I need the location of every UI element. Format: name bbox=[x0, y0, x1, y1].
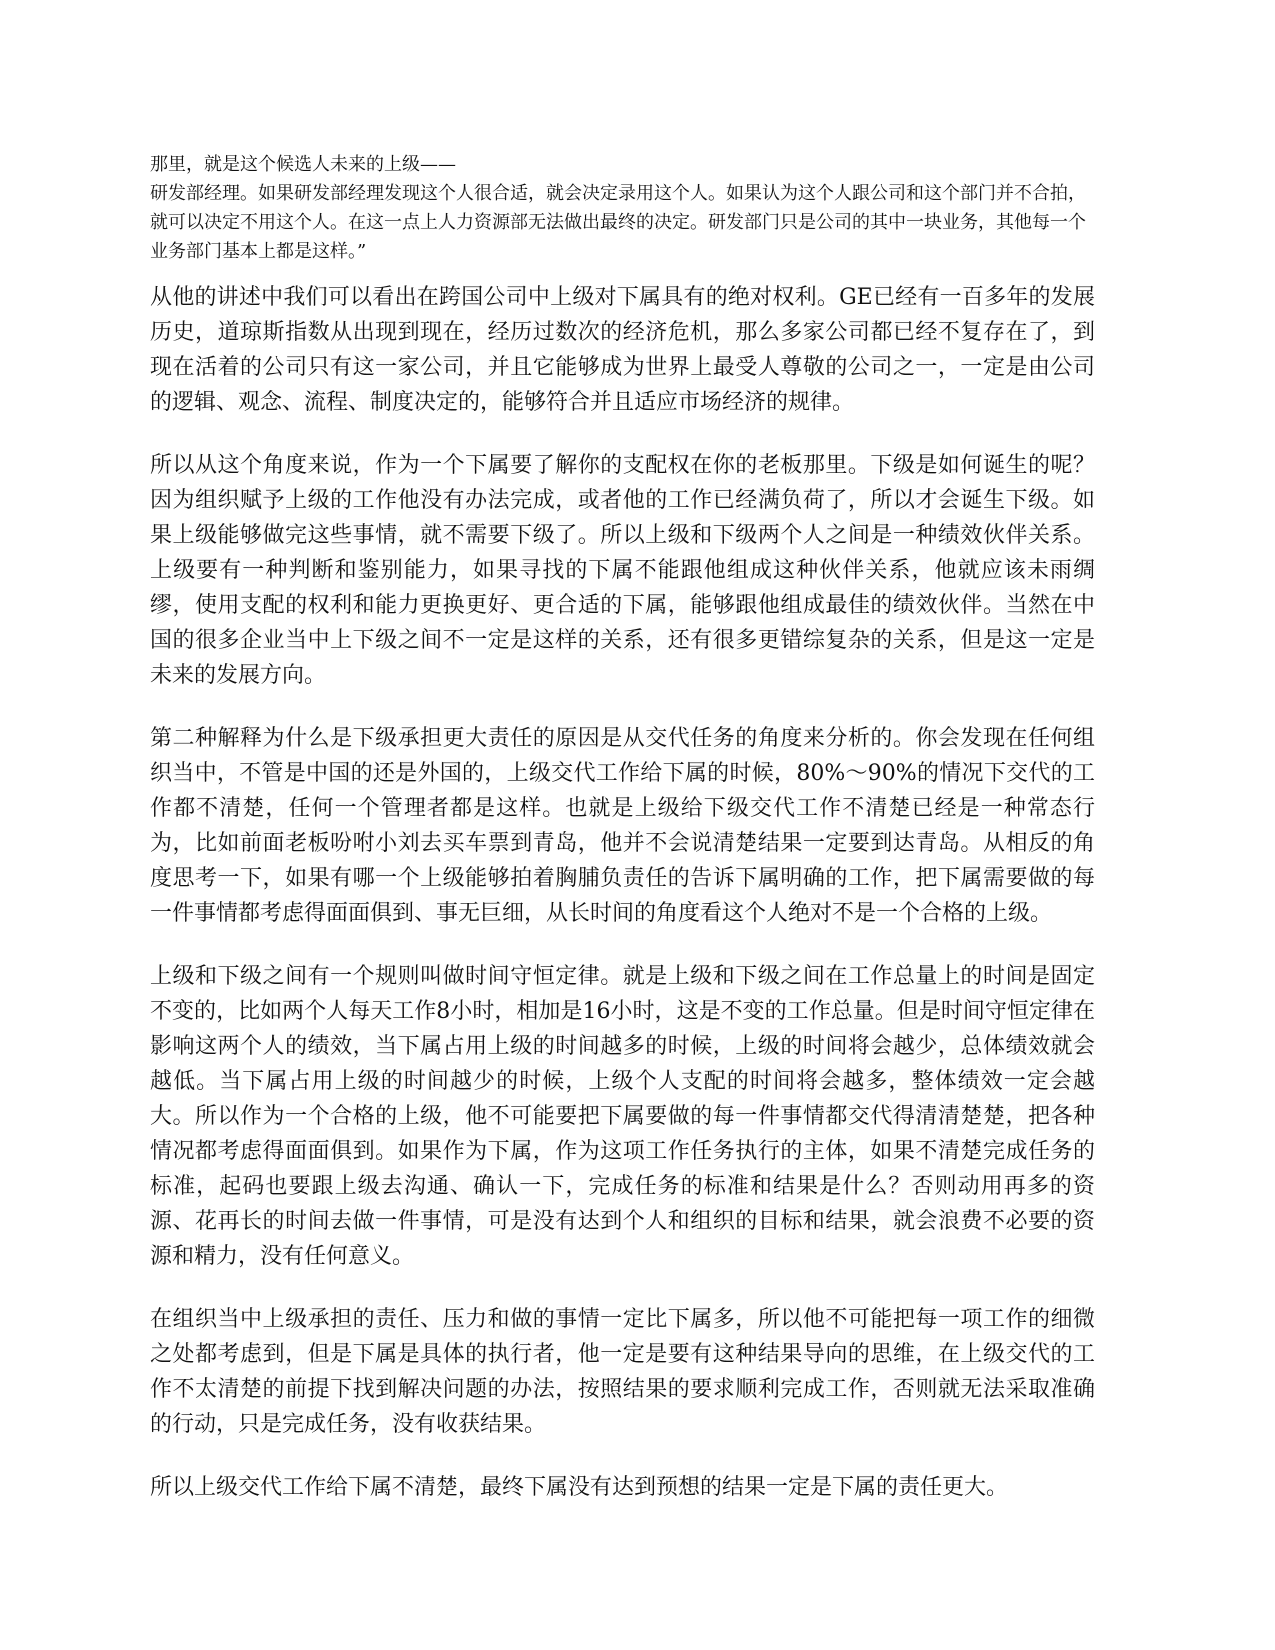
document-page bbox=[150, 150, 1095, 1533]
body-paragraph: 第二种解释为什么是下级承担更大责任的原因是从交代任务的角度来分析的。你会发现在任何组织当中，不管是中国的还是外国的，上级交代工作给下属的时候，80%～90%的情况下交代的工作都不清楚，任何一个管理者都是这样。也就是上级给下级交代工作不清楚已经是一种常态行为，比如前面老板吩咐小刘去买车票到青岛，他并不会说清楚结果一定要到达青岛。从相反的角度思考一下，如果有哪一个上级能够拍着胸脯负责任的告诉下属明确的工作，把下属需要做的每一件事情都考虑得面面俱到、事无巨细，从长时间的角度看这个人绝对不是一个合格的上级。 bbox=[150, 726, 1095, 926]
body-paragraph: 所以上级交代工作给下属不清楚，最终下属没有达到预想的结果一定是下属的责任更大。 bbox=[150, 1475, 1009, 1500]
body-paragraph: 上级和下级之间有一个规则叫做时间守恒定律。就是上级和下级之间在工作总量上的时间是固定不变的，比如两个人每天工作8小时，相加是16小时，这是不变的工作总量。但是时间守恒定律在影响这两个人的绩效，当下属占用上级的时间越多的时候，上级的时间将会越少，总体绩效就会越低。当下属占用上级的时间越少的时候，上级个人支配的时间将会越多，整体绩效一定会越大。所以作为一个合格的上级，他不可能要把下属要做的每一件事情都交代得清清楚楚，把各种情况都考虑得面面俱到。如果作为下属，作为这项工作任务执行的主体，如果不清楚完成任务的标准，起码也要跟上级去沟通、确认一下，完成任务的标准和结果是什么？否则动用再多的资源、花再长的时间去做一件事情，可是没有达到个人和组织的目标和结果，就会浪费不必要的资源和精力，没有任何意义。 bbox=[150, 964, 1095, 1269]
quote-line: 那里，就是这个候选人未来的上级—— bbox=[150, 154, 456, 175]
quote-block bbox=[150, 150, 1095, 266]
body-paragraph: 从他的讲述中我们可以看出在跨国公司中上级对下属具有的绝对权利。GE已经有一百多年的发展历史，道琼斯指数从出现到现在，经历过数次的经济危机，那么多家公司都已经不复存在了，到现在活着的公司只有这一家公司，并且它能够成为世界上最受人尊敬的公司之一，一定是由公司的逻辑、观念、流程、制度决定的，能够符合并且适应市场经济的规律。 bbox=[150, 285, 1095, 415]
body-paragraph: 在组织当中上级承担的责任、压力和做的事情一定比下属多，所以他不可能把每一项工作的细微之处都考虑到，但是下属是具体的执行者，他一定是要有这种结果导向的思维，在上级交代的工作不太清楚的前提下找到解决问题的办法，按照结果的要求顺利完成工作，否则就无法采取准确的行动，只是完成任务，没有收获结果。 bbox=[150, 1307, 1095, 1437]
quote-line: 研发部经理。如果研发部经理发现这个人很合适，就会决定录用这个人。如果认为这个人跟公司和这个部门并不合拍，就可以决定不用这个人。在这一点上人力资源部无法做出最终的决定。研发部门只是公司的其中一块业务，其他每一个业务部门基本上都是这样。” bbox=[150, 183, 1086, 262]
body-paragraph: 所以从这个角度来说，作为一个下属要了解你的支配权在你的老板那里。下级是如何诞生的呢？因为组织赋予上级的工作他没有办法完成，或者他的工作已经满负荷了，所以才会诞生下级。如果上级能够做完这些事情，就不需要下级了。所以上级和下级两个人之间是一种绩效伙伴关系。上级要有一种判断和鉴别能力，如果寻找的下属不能跟他组成这种伙伴关系，他就应该未雨绸缪，使用支配的权利和能力更换更好、更合适的下属，能够跟他组成最佳的绩效伙伴。当然在中国的很多企业当中上下级之间不一定是这样的关系，还有很多更错综复杂的关系，但是这一定是未来的发展方向。 bbox=[150, 453, 1095, 688]
